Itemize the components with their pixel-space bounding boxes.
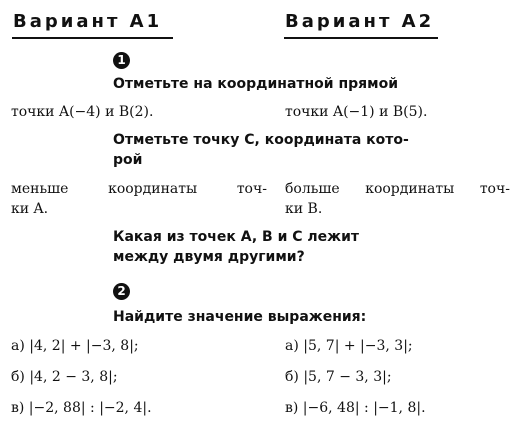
variant-a2-word: больше [285, 181, 340, 197]
variant-a2-coord-line1 [285, 181, 510, 197]
variant-a1-underline [12, 37, 173, 39]
variant-a2-points: точки A(−1) и B(5). [285, 104, 428, 120]
variant-a1-coord-line1 [11, 181, 267, 197]
task1-number-badge: 1 [113, 52, 130, 69]
variant-a1-word: меньше [11, 181, 69, 197]
variant-a2-coord-line2: ки B. [285, 201, 323, 217]
variant-a2-expr-b: б) |5, 7 − 3, 3|; [285, 369, 392, 385]
variant-a2-word: точ- [479, 181, 510, 197]
task2-number-badge: 2 [113, 283, 130, 300]
variant-a2-word: координаты [365, 181, 455, 197]
variant-a2-title: Вариант А2 [285, 11, 435, 32]
task1-instruction: Отметьте на координатной прямой [113, 76, 399, 92]
task2-instruction: Найдите значение выражения: [113, 309, 367, 325]
variant-a2-expr-a: а) |5, 7| + |−3, 3|; [285, 338, 413, 354]
variant-a1-coord-line2: ки A. [11, 201, 49, 217]
task1-question-line1: Какая из точек A, B и C лежит [113, 229, 360, 245]
variant-a1-expr-b: б) |4, 2 − 3, 8|; [11, 369, 118, 385]
variant-a2-underline [284, 37, 438, 39]
task1-point-c-line2: рой [113, 152, 143, 168]
variant-a1-word: точ- [236, 181, 267, 197]
task1-question-line2: между двумя другими? [113, 249, 305, 265]
variant-a1-expr-a: а) |4, 2| + |−3, 8|; [11, 338, 139, 354]
variant-a1-expr-c: в) |−2, 88| : |−2, 4|. [11, 400, 152, 416]
task1-point-c-line1: Отметьте точку C, координата кото- [113, 132, 409, 148]
variant-a1-title: Вариант А1 [13, 11, 163, 32]
variant-a2-expr-c: в) |−6, 48| : |−1, 8|. [285, 400, 426, 416]
variant-a1-points: точки A(−4) и B(2). [11, 104, 154, 120]
variant-a1-word: координаты [108, 181, 198, 197]
